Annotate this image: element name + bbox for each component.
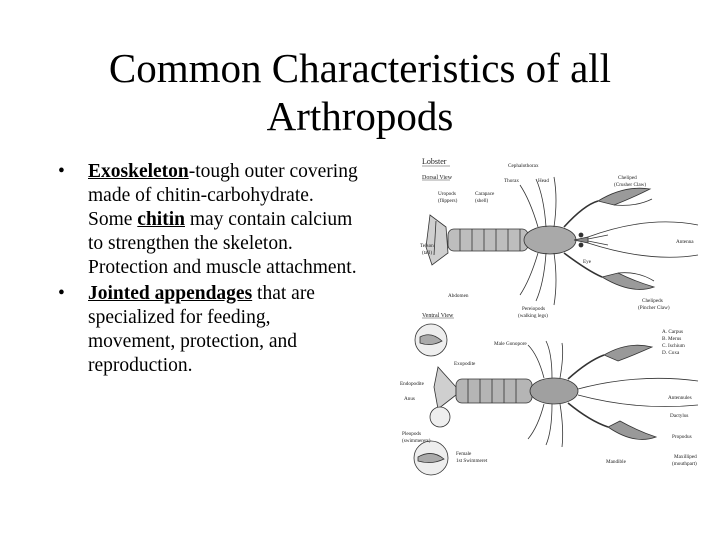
label-chelipeds: Chelipeds [642,298,663,304]
label-cephalothorax: Cephalothorax [508,163,539,169]
title-line-1: Common Characteristics of all [108,45,612,91]
label-pereiopods: Pereiopods [522,306,546,312]
bullet-jointed-appendages [58,282,358,378]
label-tail: (tail) [422,250,433,256]
label-mandible: Mandible [606,459,626,465]
label-swimmeret: 1st Swimmeret [456,458,488,464]
label-pincher-claw: (Pincher Claw) [638,305,670,311]
label-shell: (shell) [475,198,489,204]
bullet-dot: • [58,283,65,304]
lobster-diagram [398,155,720,485]
label-head: Head [538,178,549,184]
term-exoskeleton: Exoskeleton [88,161,189,182]
label-cheliped: Cheliped [618,175,637,181]
label-dactylus: Dactylus [670,413,689,419]
label-mouthpart: (mouthpart) [672,461,697,467]
label-flippers: (flippers) [438,198,458,204]
term-chitin: chitin [137,209,185,230]
bullet-exoskeleton [58,160,358,280]
label-legend-a: A. Carpus [662,329,684,335]
label-abdomen: Abdomen [448,293,469,299]
exoskeleton-text-b: may contain calcium to strengthen the skeleton. Protection and muscle attachment. [88,209,357,278]
label-exopodite: Exopodite [454,361,476,367]
label-antenna: Antenna [676,239,694,245]
slide-title [70,44,650,140]
label-propodus: Propodus [672,434,692,440]
exoskeleton-text-a: -tough outer covering made of chitin-carbohydrate. Some [88,161,358,230]
label-maxilliped: Maxilliped [674,454,697,460]
label-legend-c: C. Ischium [662,343,685,349]
label-antennules: Antennules [668,395,692,401]
label-pleopods: Pleopods [402,431,422,437]
term-jointed-appendages: Jointed appendages [88,283,253,304]
ventral-view-label: Ventral View [422,313,454,319]
label-endopodite: Endopodite [400,381,424,387]
label-legend-d: D. Coxa [662,350,680,356]
dorsal-view-label: Dorsal View [422,175,453,181]
label-eye: Eye [583,259,592,265]
label-uropods: Uropods [438,191,456,197]
label-legend-b: B. Merus [662,336,682,342]
label-telson: Telson [420,243,434,249]
label-thorax: Thorax [504,178,519,184]
label-male-gonopore: Male Gonopore [494,341,527,347]
label-female: Female [456,451,472,457]
figure-title: Lobster [422,157,447,166]
bullet-dot: • [58,161,65,182]
dorsal-lobster-drawing [426,177,698,305]
appendages-text: that are specialized for feeding, movement, protection, and reproduction. [88,283,315,376]
bullet-list [58,160,358,380]
label-crusher-claw: (Crusher Claw) [614,182,647,188]
label-carapace: Carapace [475,191,495,197]
label-swimmerets: (swimmerets) [402,438,431,444]
label-anus: Anus [404,396,415,402]
title-line-2: Arthropods [266,93,454,139]
label-walking-legs: (walking legs) [518,313,548,319]
